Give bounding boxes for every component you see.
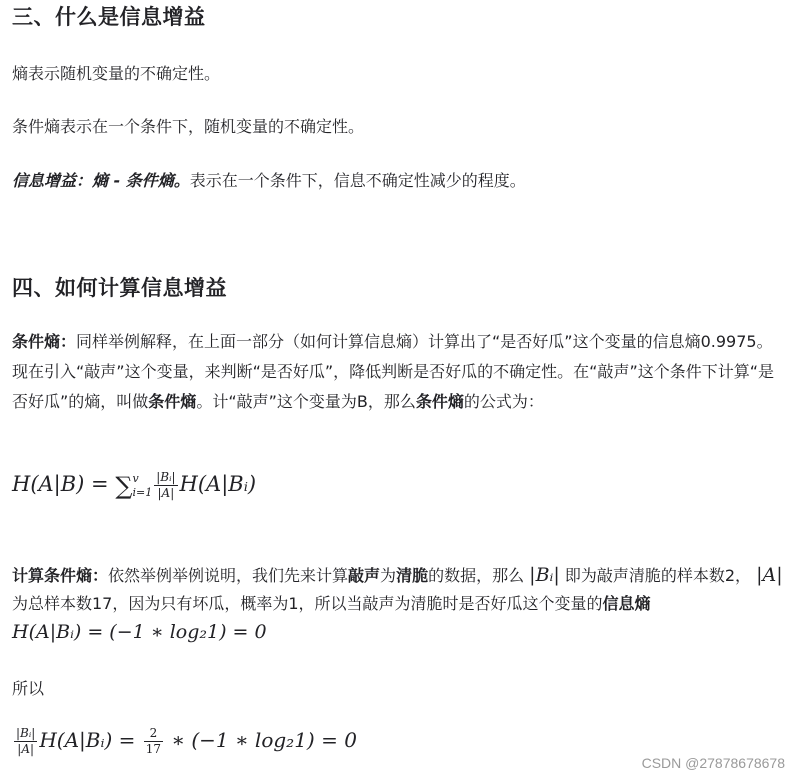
formula1-rhs: H(A|Bᵢ) xyxy=(179,472,257,496)
formula2-denominator-17: 17 xyxy=(145,742,162,756)
formula2-rhs: ∗ (−1 ∗ log₂1) = 0 xyxy=(165,728,357,752)
para1-bold2: 条件熵 xyxy=(415,392,464,411)
inline-math-bi: |Bᵢ| xyxy=(529,564,560,586)
para2-text3: 的数据，那么 xyxy=(428,566,530,585)
para2-bold1: 敲声 xyxy=(348,566,381,585)
final-formula xyxy=(12,726,357,757)
para2-bold2: 清脆 xyxy=(396,566,429,585)
formula2-numerator-2: 2 xyxy=(144,726,163,742)
para1-text2: 。计“敲声”这个变量为B，那么 xyxy=(196,392,416,411)
sum-lower-limit: i=1 xyxy=(132,485,153,499)
para2-text4: 即为敲声清脆的样本数2， xyxy=(559,566,757,585)
formula2-mid: H(A|Bᵢ) = xyxy=(39,728,142,752)
conditional-entropy-formula xyxy=(12,470,256,501)
para2-text5: 为总样本数17，因为只有坏瓜，概率为1，所以当敲声为清脆时是否好瓜这个变量的 xyxy=(12,594,603,613)
inline-math-a: |A| xyxy=(756,564,783,586)
inline-formula-entropy: H(A|Bᵢ) = (−1 ∗ log₂1) = 0 xyxy=(12,621,267,643)
information-gain-definition: 信息增益：熵 - 条件熵。 xyxy=(12,171,190,190)
formula2-denominator: |A| xyxy=(17,742,35,756)
paragraph-conditional-entropy: 条件熵表示在一个条件下，随机变量的不确定性。 xyxy=(12,117,365,136)
formula1-fraction xyxy=(154,470,177,501)
conditional-entropy-lead: 条件熵： xyxy=(12,332,77,351)
para2-text1: 依然举例举例说明，我们先来计算 xyxy=(108,566,349,585)
para1-bold1: 条件熵 xyxy=(148,392,197,411)
formula2-fraction xyxy=(14,726,37,757)
para1-text1: 同样举例解释，在上面一部分（如何计算信息熵）计算出了“是否好瓜”这个变量的信息熵0.9975。现在引入“敲声”这个变量，来判断“是否好瓜”，降低判断是否好瓜的不确定性。在“敲声”这个条件下计算“是否好瓜”的熵，叫做 xyxy=(12,332,775,411)
section-4-heading: 四、如何计算信息增益 xyxy=(12,276,227,300)
para1-text3: 的公式为： xyxy=(463,392,544,411)
csdn-watermark: CSDN @27878678678 xyxy=(641,755,785,771)
formula2-fraction-2-17 xyxy=(144,726,163,757)
paragraph-information-gain xyxy=(12,166,526,196)
compute-lead: 计算条件熵： xyxy=(12,566,109,585)
para2-text2: 为 xyxy=(380,566,397,585)
paragraph-compute-conditional-entropy xyxy=(12,561,787,647)
sum-symbol: ∑ xyxy=(115,472,133,500)
information-gain-description: 表示在一个条件下，信息不确定性减少的程度。 xyxy=(189,171,526,190)
sum-limits xyxy=(132,472,152,500)
formula1-lhs: H(A|B) = xyxy=(12,472,116,496)
section-3-heading: 三、什么是信息增益 xyxy=(12,5,206,29)
formula1-numerator: |Bᵢ| xyxy=(156,470,176,484)
sum-upper-limit: v xyxy=(132,471,139,485)
formula2-numerator: |Bᵢ| xyxy=(16,726,36,740)
paragraph-so: 所以 xyxy=(12,679,45,698)
para2-bold3: 信息熵 xyxy=(602,594,651,613)
formula1-denominator: |A| xyxy=(157,486,175,500)
paragraph-entropy: 熵表示随机变量的不确定性。 xyxy=(12,64,221,83)
paragraph-conditional-entropy-intro xyxy=(12,327,787,417)
